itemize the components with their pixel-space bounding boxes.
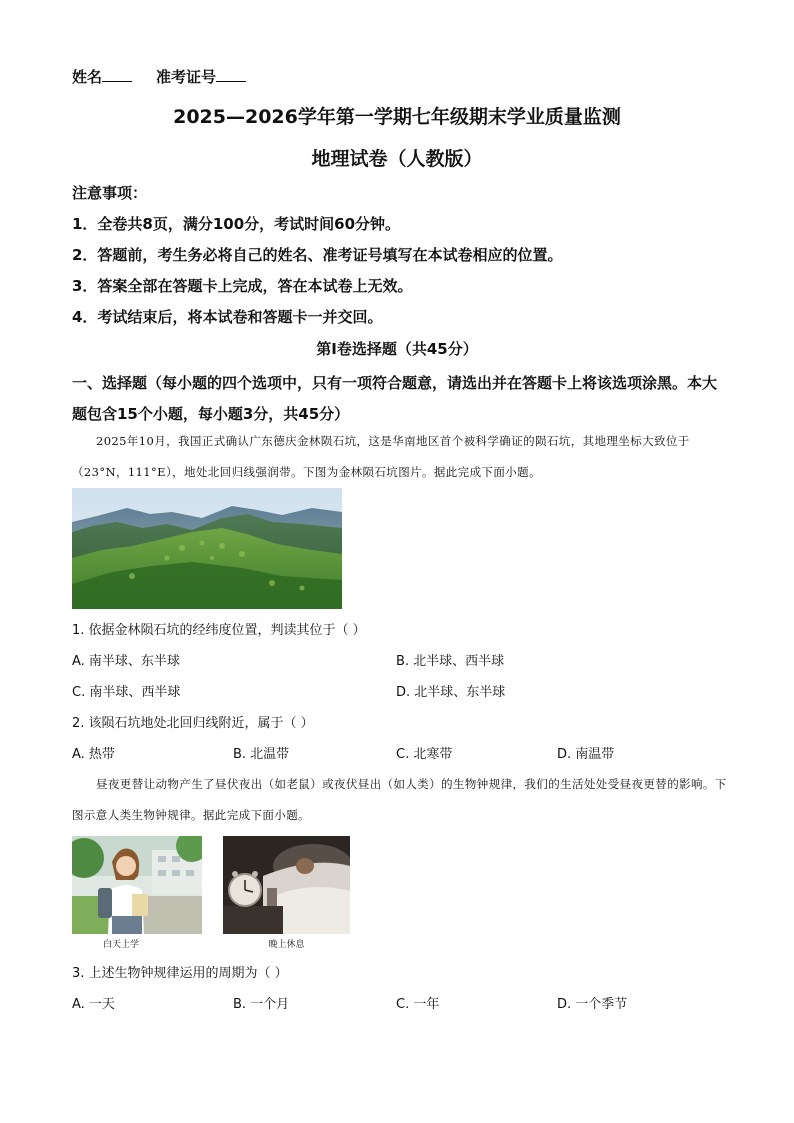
q3-option-c[interactable]: C. 一年 — [396, 997, 440, 1012]
q2-option-d[interactable]: D. 南温带 — [557, 747, 615, 762]
notice-item: 2．答题前，考生务必将自己的姓名、准考证号填写在本试卷相应的位置。 — [72, 246, 563, 264]
exam-title: 2025—2026学年第一学期七年级期末学业质量监测 — [173, 106, 621, 128]
student-school-photo — [72, 836, 202, 934]
q1-option-d[interactable]: D. 北半球、东半球 — [396, 685, 506, 700]
q2-option-b[interactable]: B. 北温带 — [233, 747, 290, 762]
notice-item: 3．答案全部在答题卡上完成，答在本试卷上无效。 — [72, 277, 413, 295]
q2-option-c[interactable]: C. 北寒带 — [396, 747, 453, 762]
name-label: 姓名 — [72, 68, 103, 86]
meteorite-crater-photo — [72, 488, 342, 609]
question-2-stem: 2. 该陨石坑地处北回归线附近，属于（ ） — [72, 716, 314, 731]
exam-subtitle: 地理试卷（人教版） — [311, 148, 483, 170]
passage-meteorite: 2025年10月，我国正式确认广东德庆金林陨石坑，这是华南地区首个被科学确证的陨石坑，其地理坐标大致位于（23°N，111°E），地处北回归线强润带。下图为金林陨石坑图片。据此完成下面小题。 — [72, 434, 690, 479]
q1-option-c[interactable]: C. 南半球、西半球 — [72, 685, 181, 700]
id-blank[interactable] — [216, 67, 246, 82]
student-info-line — [72, 66, 270, 87]
section-heading: 第Ⅰ卷选择题（共45分） — [316, 340, 478, 358]
id-label: 准考证号 — [156, 68, 217, 86]
notice-title: 注意事项： — [72, 184, 148, 202]
sleeping-person-photo — [223, 836, 350, 934]
q3-option-b[interactable]: B. 一个月 — [233, 997, 290, 1012]
question-3-stem: 3. 上述生物钟规律运用的周期为（ ） — [72, 966, 288, 981]
notice-item: 4．考试结束后，将本试卷和答题卡一并交回。 — [72, 308, 383, 326]
name-blank[interactable] — [102, 67, 132, 82]
q3-option-d[interactable]: D. 一个季节 — [557, 997, 628, 1012]
q1-option-b[interactable]: B. 北半球、西半球 — [396, 654, 505, 669]
question-1-stem: 1. 依据金林陨石坑的经纬度位置，判读其位于（ ） — [72, 623, 366, 638]
q3-option-a[interactable]: A. 一天 — [72, 997, 115, 1012]
q2-option-a[interactable]: A. 热带 — [72, 747, 115, 762]
q1-option-a[interactable]: A. 南半球、东半球 — [72, 654, 180, 669]
caption-day-school: 白天上学 — [102, 940, 139, 950]
part-heading: 一、选择题（每小题的四个选项中，只有一项符合题意，请选出并在答题卡上将该选项涂黑。本大题包含15个小题，每小题3分，共45分） — [72, 374, 718, 423]
passage-biological-clock: 昼夜更替让动物产生了昼伏夜出（如老鼠）或夜伏昼出（如人类）的生物钟规律，我们的生活处处受昼夜更替的影响。下图示意人类生物钟规律。据此完成下面小题。 — [72, 777, 727, 822]
notice-item: 1．全卷共8页，满分100分，考试时间60分钟。 — [72, 215, 401, 233]
caption-night-rest: 晚上休息 — [268, 940, 305, 950]
